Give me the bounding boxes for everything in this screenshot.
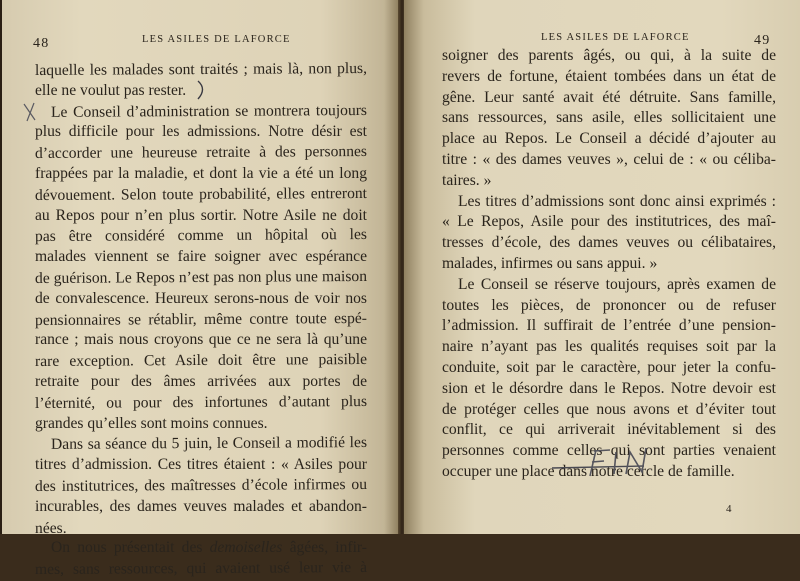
text-line: l’éternité, ou pour des infortunes d’autant plus — [34, 392, 368, 412]
text-line: soigner des parents âgés, ou qui, à la suite de — [442, 47, 776, 64]
text-line: Le Conseil se réserve toujours, après examen de — [458, 275, 776, 293]
text-line: dévouement. Selon toute probabilité, elles entreront — [34, 184, 368, 204]
text-line: occuper une place dans notre cercle de famille. — [442, 462, 735, 480]
text-line: nées. — [34, 519, 67, 537]
text-line: rance ; mais nous croyons que ce ne sera là qu’une — [35, 331, 367, 349]
running-head: LES ASILES DE LAFORCE — [541, 32, 690, 43]
right-page — [404, 0, 800, 534]
text-line: titres d’admission. Ces titres étaient : « Asiles pour — [35, 456, 367, 474]
text-line: place au Repos. Le Conseil a décidé d’ajouter au — [442, 130, 776, 148]
text-line: pensionnaires se rétablir, même contre toute espé- — [34, 309, 368, 329]
text-line: sion et le désordre dans le Repos. Notre devoir est — [442, 379, 776, 397]
text-line: mes, sans ressources, qui avaient usé leur vie à — [34, 559, 368, 579]
page-body-text — [442, 46, 776, 483]
text-line: des institutrices, des maîtresses d’école infirmes ou — [34, 475, 368, 495]
left-page — [2, 0, 400, 579]
text-line: On nous présentait des demoiselles âgées, infir- — [51, 539, 367, 557]
text-line: incurables, des dames veuves malades et abandon- — [35, 497, 367, 515]
text-line: frappées par la maladie, et dont la vie a été un long — [35, 164, 367, 182]
text-line: de protéger celles que nous avons et d’éviter tout — [442, 400, 776, 418]
pencil-mark-icon — [22, 101, 38, 123]
text-line: tresses d’école, des dames veuves ou célibataires, — [442, 234, 776, 252]
text-line: de guérison. Le Repos n’est pas non plus une maison — [34, 267, 368, 287]
text-line: sans ressources, sans asile, elles sollicitaient une — [442, 109, 776, 127]
text-line: conflit, ce qui arriverait inévitablement si des — [442, 421, 776, 439]
text-line: taires. » — [442, 171, 492, 189]
text-line: l’admission. Il suffirait de l’entrée d’une pension- — [442, 317, 776, 335]
text-line: d’accorder une heureuse retraite à des personnes — [34, 143, 368, 163]
text-line: de convalescence. Heureux serons-nous de voir nos — [35, 289, 367, 307]
italic-word: demoiselles — [209, 539, 283, 557]
text-line: titre : « des dames veuves », celui de : « ou céliba- — [442, 150, 776, 168]
page-body-text — [35, 60, 367, 580]
text-line: laquelle les malades sont traités ; mais là, non plus, — [34, 59, 368, 80]
text-line: malades, infirmes ou sans appui. » — [442, 254, 658, 272]
text-line: plus difficile pour les admissions. Notre désir est — [35, 123, 367, 141]
text-line: pas être considéré comme un hôpital où les — [34, 226, 368, 246]
signature-mark: 4 — [726, 503, 732, 515]
text-line: personnes comme celles qui sont parties venaient — [442, 442, 776, 460]
text-line: malades viennent se faire soigner avec espérance — [35, 248, 367, 266]
running-head: LES ASILES DE LAFORCE — [142, 34, 291, 45]
text-line: Le Conseil d’administration se montrera toujours — [50, 101, 368, 121]
text-line: toutes les pièces, de prononcer ou de refuser — [442, 296, 776, 314]
text-line: Dans sa séance du 5 juin, le Conseil a modifié les — [50, 434, 368, 454]
text-line: gêne. Leur santé avait été détruite. Sans famille, — [442, 88, 776, 106]
text-line: elle ne voulut pas rester. — [35, 81, 187, 99]
page-number: 48 — [33, 36, 50, 51]
text-line: Les titres d’admissions sont donc ainsi exprimés : — [458, 192, 776, 210]
text-line: revers de fortune, étaient tombées dans un état de — [442, 67, 776, 85]
text-line: au Repos pour n’en plus sortir. Notre Asile ne doit — [35, 206, 367, 224]
text-line: conduite, soit par le caractère, pour jeter la confu- — [442, 358, 776, 376]
text-line: « Le Repos, Asile pour des institutrices, des maî- — [442, 213, 776, 231]
text-line: rare exception. Cet Asile doit être une paisible — [34, 351, 368, 371]
text-line: naire n’ayant pas les qualités requises soit par la — [442, 338, 776, 356]
text-line: retraite pour des âmes arrivées aux portes de — [35, 372, 367, 390]
page-number: 49 — [754, 33, 771, 48]
handwritten-fin-mark — [544, 442, 684, 482]
text-line: grandes qu’elles sont moins connues. — [35, 414, 268, 432]
pencil-bracket-icon — [195, 79, 209, 101]
